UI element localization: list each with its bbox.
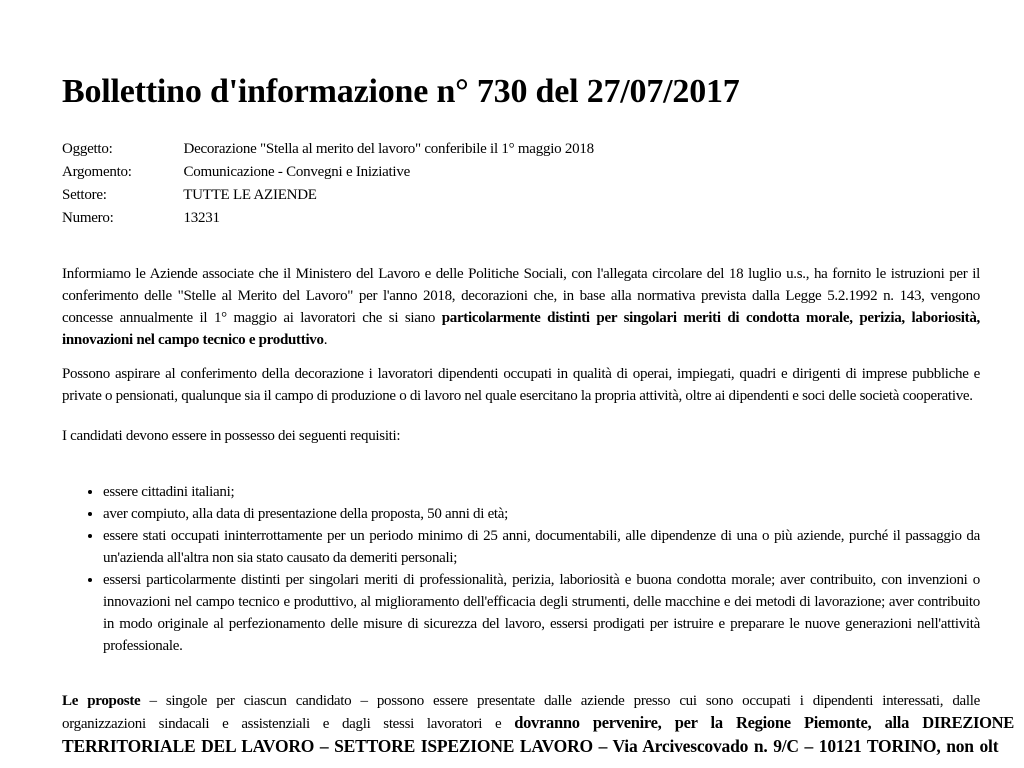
paragraph-intro-bold: particolarmente distinti per singolari meriti di condotta morale, perizia, laboriosità, innovazioni nel campo tecnico e produttivo: [62, 310, 980, 348]
requirements-list: [62, 481, 980, 657]
page-title: Bollettino d'informazione n° 730 del 27/07/2017: [62, 73, 740, 110]
closing-line-3: TERRITORIALE DEL LAVORO – SETTORE ISPEZIONE LAVORO – Via Arcivescovado n. 9/C – 10121 TORINO, non olt: [62, 736, 999, 756]
meta-value: Decorazione "Stella al merito del lavoro" conferibile il 1° maggio 2018: [183, 141, 594, 157]
meta-value: Comunicazione - Convegni e Iniziative: [183, 164, 411, 180]
closing-paragraph: [62, 690, 1014, 757]
paragraph-intro-normal: Informiamo le Aziende associate che il Ministero del Lavoro e delle Politiche Sociali, con l'allegata circolare del 18 luglio u.s., ha fornito le istruzioni per il conferimento delle "Stelle al Merito del Lavoro" per l'anno 2018, decorazioni che, in base alla normativa prevista dalla Legge 5.2.1992 n. 143, vengono concesse annualmente il 1° maggio ai lavoratori che si siano: [62, 266, 980, 326]
closing-line1-rest: – singole per ciascun candidato – possono essere presentate dalle aziende presso cui sono occupati i dipendenti interessati, dalle: [140, 693, 980, 709]
meta-label: Numero:: [62, 210, 114, 226]
closing-line-1: [62, 690, 980, 712]
closing-line2-normal: organizzazioni sindacali e assistenziali e dagli stessi lavoratori e: [62, 716, 515, 732]
meta-value: TUTTE LE AZIENDE: [183, 187, 317, 203]
meta-row-oggetto: [62, 138, 980, 161]
closing-line2-bold: dovranno pervenire, per la Regione Piemonte, alla DIREZIONE: [514, 713, 1014, 732]
paragraph-requirements-intro: I candidati devono essere in possesso dei seguenti requisiti:: [62, 428, 401, 444]
paragraph-eligibility: Possono aspirare al conferimento della decorazione i lavoratori dipendenti occupati in qualità di operai, impiegati, quadri e dirigenti di imprese pubbliche e private o pensionati, qualunque sia il campo di produzione o di lavoro nel quale esercitano la propria attività, oltre ai dipendenti e soci delle società cooperative.: [62, 366, 980, 404]
closing-line-2: [62, 712, 1014, 735]
meta-row-numero: [62, 207, 980, 230]
meta-value: 13231: [183, 210, 220, 226]
requirement-item: • essere stati occupati ininterrottamente per un periodo minimo di 25 anni, documentabili, alle dipendenze di una o più aziende, purché il passaggio da un'azienda all'altra non sia stato causato da demeriti personali;: [103, 525, 980, 569]
closing-line1-bold: Le proposte: [62, 693, 141, 709]
meta-row-argomento: [62, 161, 980, 184]
meta-row-settore: [62, 184, 980, 207]
paragraph-intro-period: .: [323, 332, 328, 348]
metadata-block: [62, 138, 980, 230]
meta-label: Settore:: [62, 187, 107, 203]
meta-label: Oggetto:: [62, 141, 113, 157]
requirement-item: • essersi particolarmente distinti per singolari meriti di professionalità, perizia, laboriosità e buona condotta morale; aver contribuito, con invenzioni o innovazioni nel campo tecnico e produttivo, al miglioramento dell'efficacia degli strumenti, delle macchine e dei metodi di lavorazione; aver contribuito in modo originale al perfezionamento delle misure di sicurezza del lavoro, essersi prodigati per istruire e preparare le nuove generazioni nell'attività professionale.: [103, 569, 980, 657]
paragraph-intro: [62, 263, 980, 351]
requirement-item: • essere cittadini italiani;: [103, 481, 980, 503]
meta-label: Argomento:: [62, 164, 132, 180]
requirement-item: • aver compiuto, alla data di presentazione della proposta, 50 anni di età;: [103, 503, 980, 525]
